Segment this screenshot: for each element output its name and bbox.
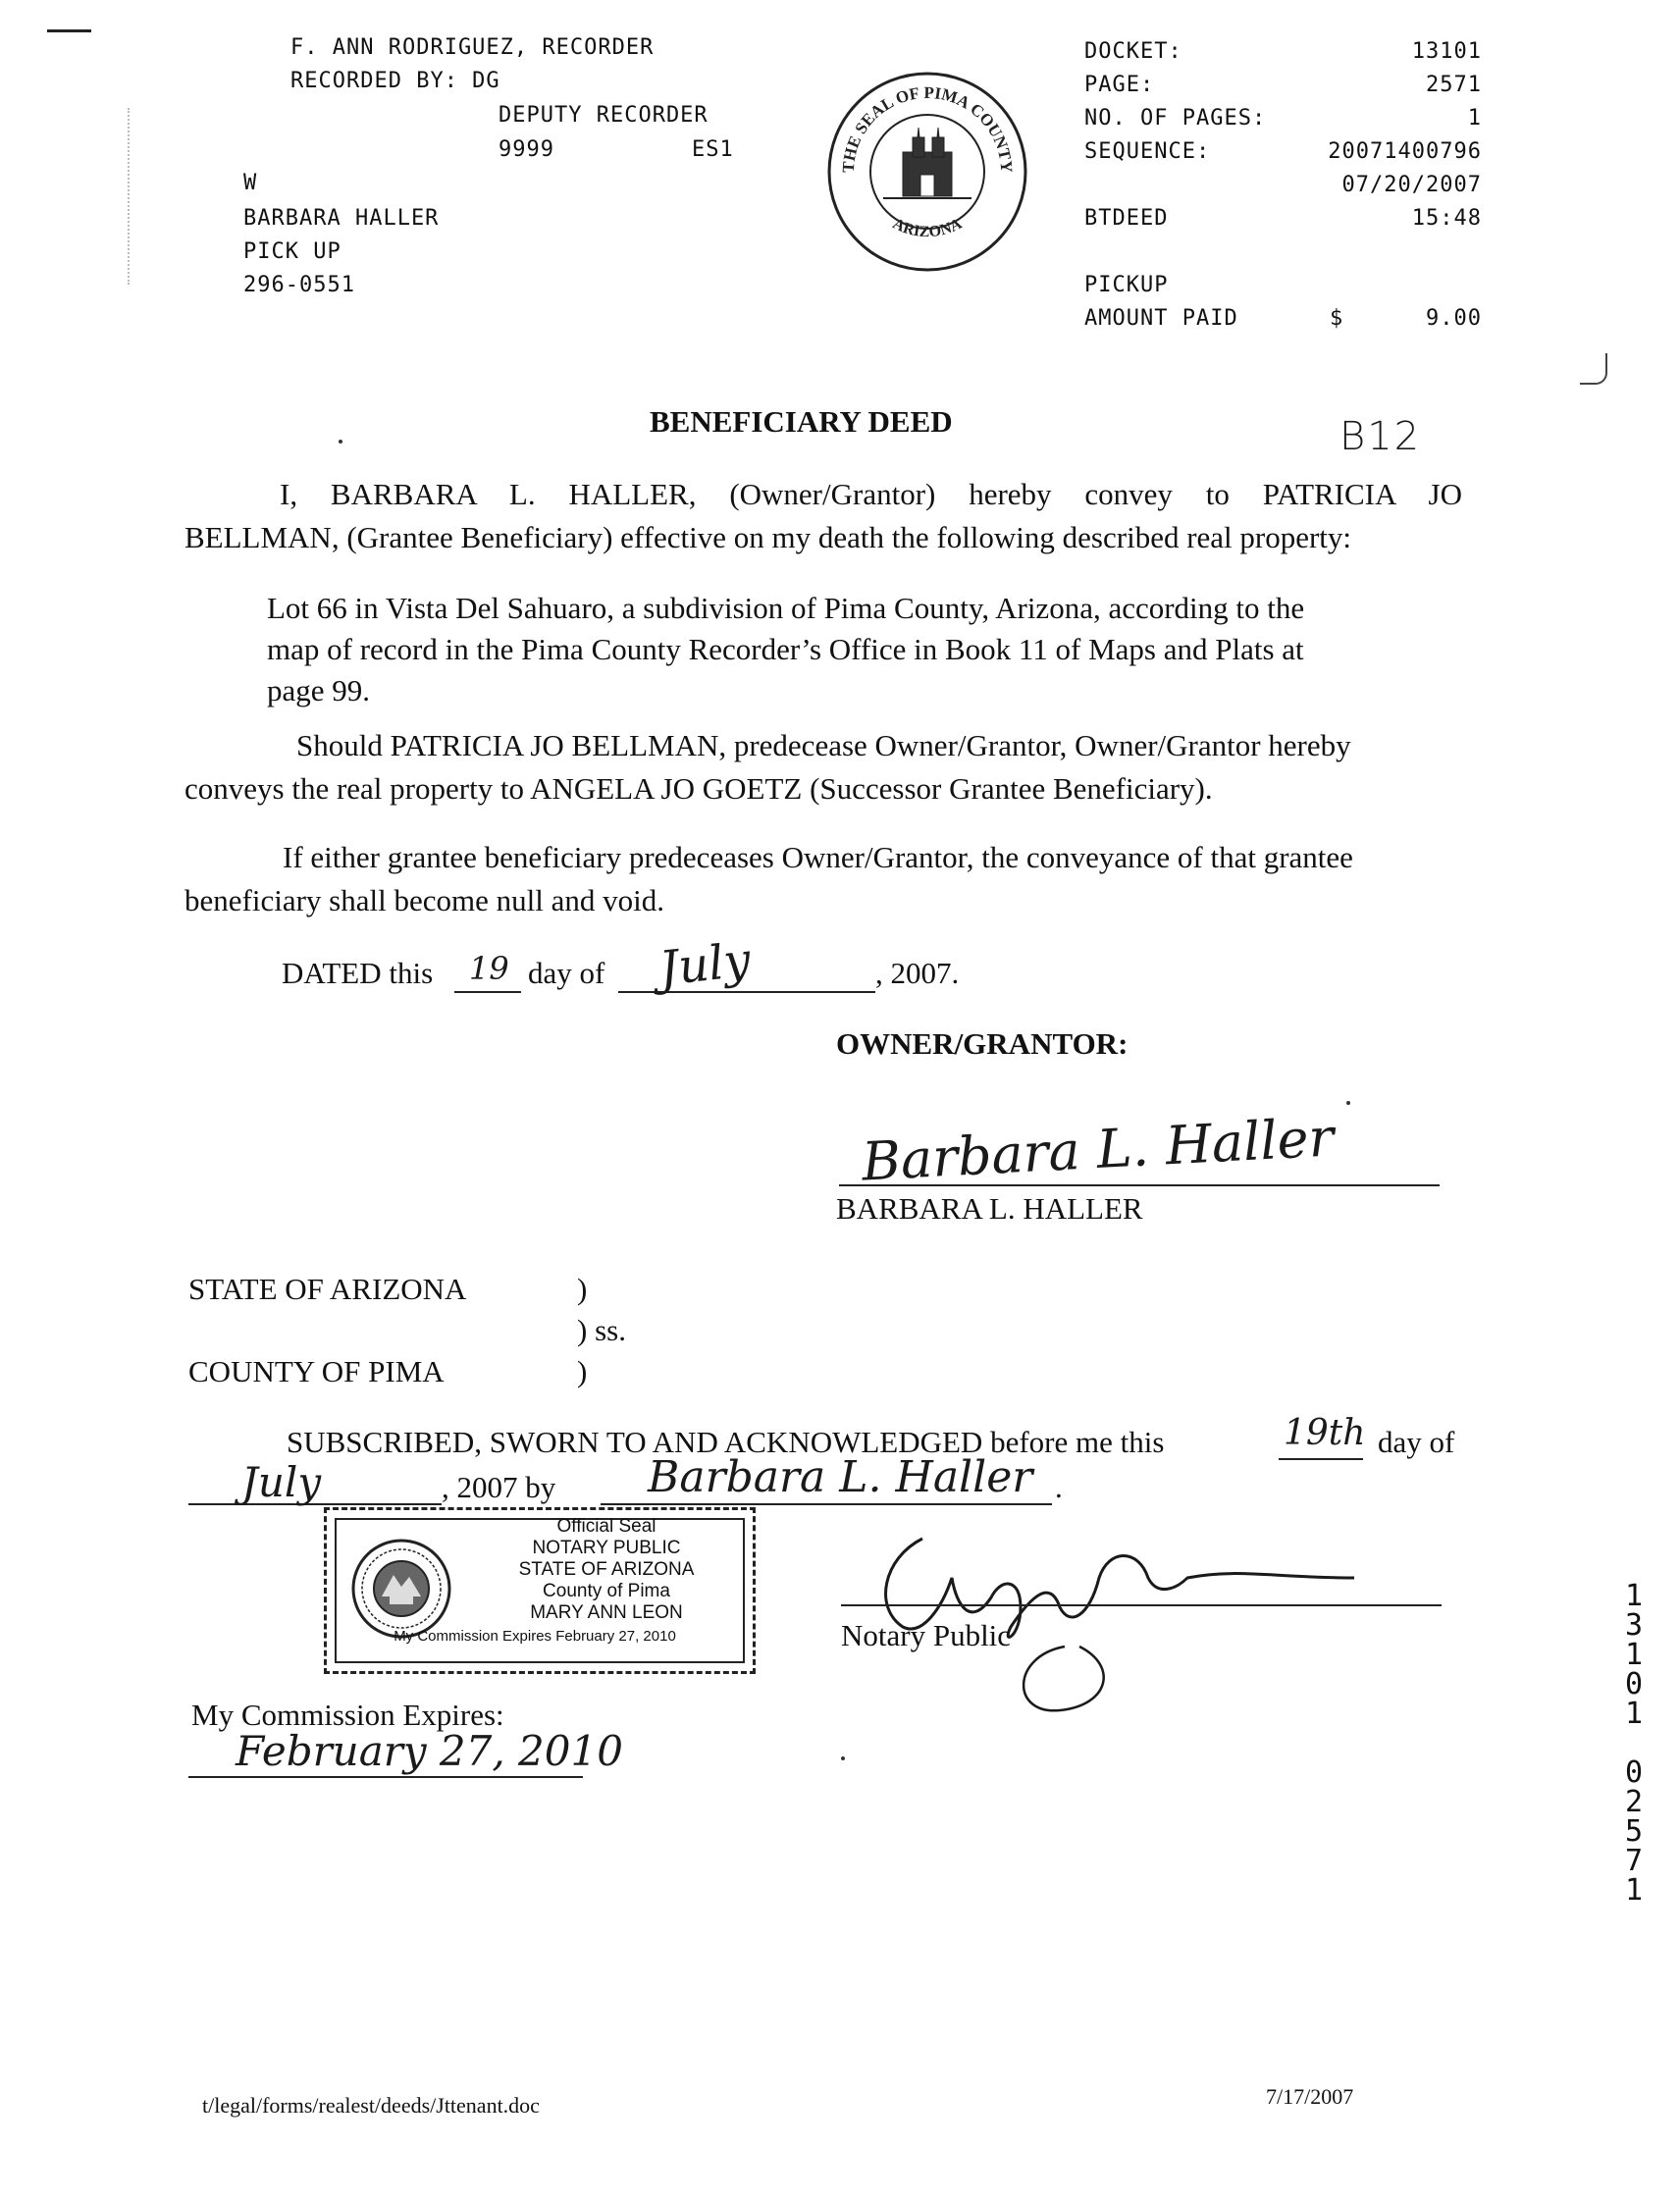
margin-specks [128,108,143,285]
stamp-county: County of Pima [543,1581,670,1601]
stamp-notary-name: MARY ANN LEON [530,1602,683,1623]
grantor-signature: Barbara L. Haller [860,1106,1336,1193]
title-dot [339,440,342,444]
lapse-line2: beneficiary shall become null and void. [184,883,664,917]
notary-stamp [324,1507,756,1674]
footer-path: t/legal/forms/realest/deeds/Jttenant.doc [202,2093,540,2118]
deputy-recorder: DEPUTY RECORDER [499,103,709,128]
stamp-notary-public: NOTARY PUBLIC [532,1538,681,1558]
amount-value: 9.00 [1426,306,1482,331]
margin-bracket [1580,353,1607,385]
grantor-heading: OWNER/GRANTOR: [836,1026,1129,1061]
lapse-line1: If either grantee beneficiary predeceases Owner/Grantor, the conveyance of that grantee [283,840,1353,874]
dated-day-of: day of [528,956,605,990]
recorded-by: RECORDED BY: DG [290,69,500,93]
successor-line1: Should PATRICIA JO BELLMAN, predecease Owner/Grantor, Owner/Grantor hereby [296,728,1351,762]
venue-county: COUNTY OF PIMA [188,1354,445,1388]
dated-month: July [656,932,754,997]
dated-prefix: DATED this [282,956,434,990]
venue-state: STATE OF ARIZONA [188,1272,467,1306]
digit: 0 [1624,1755,1644,1790]
conveyance-line2: BELLMAN, (Grantee Beneficiary) effective on my death the following described real property: [184,520,1352,554]
dated-month-line [618,991,875,993]
commission-label: My Commission Expires: [191,1698,504,1732]
w-mark: W [243,171,258,195]
pima-county-seal [824,69,1030,275]
arizona-state-seal-icon [350,1538,452,1640]
commission-date: February 27, 2010 [236,1727,623,1775]
pickup-note: PICK UP [243,239,341,264]
page-value: 2571 [1426,73,1482,97]
digit-gap [1614,1729,1654,1758]
footer-date: 7/17/2007 [1266,2084,1354,2109]
commission-dot [841,1756,845,1760]
digit: 1 [1624,1579,1644,1613]
digit: 0 [1624,1667,1644,1701]
commission-date-line [188,1776,583,1778]
venue-paren3: ) [577,1354,588,1388]
phone-number: 296-0551 [243,273,355,297]
digit: 1 [1624,1638,1644,1672]
currency-sign: $ [1330,306,1344,331]
digit: 5 [1624,1814,1644,1849]
digit: 1 [1624,1873,1644,1908]
conveyance-line1: I, BARBARA L. HALLER, (Owner/Grantor) hereby convey to PATRICIA JO [280,477,1462,511]
docket-value: 13101 [1411,39,1482,64]
ack-name-line [601,1503,1052,1505]
seal-bottom-text: ARIZONA [890,215,965,241]
ack-period: . [1055,1470,1063,1504]
stamp-official-seal: Official Seal [556,1516,656,1537]
digit: 7 [1624,1844,1644,1878]
amount-label: AMOUNT PAID [1084,306,1238,331]
ack-name: Barbara L. Haller [648,1452,1033,1502]
page-label: PAGE: [1084,73,1155,97]
recorder-code: 9999 [499,137,554,162]
corner-mark [47,29,91,32]
recorder-line: F. ANN RODRIGUEZ, RECORDER [290,35,655,60]
recorder-code2: ES1 [692,137,734,162]
ack-year-by: , 2007 by [442,1470,556,1504]
sequence-label: SEQUENCE: [1084,139,1211,164]
submitter-name: BARBARA HALLER [243,206,440,231]
digit: 2 [1624,1785,1644,1819]
sequence-value: 20071400796 [1328,139,1482,164]
legal-description-line3: page 99. [267,673,371,707]
ack-day-line [1279,1458,1363,1460]
document-title: BENEFICIARY DEED [650,404,953,439]
grantor-dot [1346,1101,1350,1105]
docket-label: DOCKET: [1084,39,1182,64]
ack-day-of: day of [1378,1425,1455,1459]
grantor-signature-line [839,1184,1440,1186]
stamp-state: STATE OF ARIZONA [518,1559,695,1580]
dated-day-line [454,991,521,993]
record-date: 07/20/2007 [1341,173,1482,197]
handwritten-note: B12 [1339,414,1422,459]
legal-description-line2: map of record in the Pima County Recorder’s Office in Book 11 of Maps and Plats at [267,632,1304,666]
venue-paren1: ) [577,1272,588,1306]
ack-day: 19th [1284,1413,1366,1453]
notary-label: Notary Public [841,1618,1012,1652]
digit: 3 [1624,1608,1644,1643]
doc-type: BTDEED [1084,206,1169,231]
vertical-recording-number [1614,1579,1654,1908]
venue-ss: ) ss. [577,1313,626,1347]
legal-description-line1: Lot 66 in Vista Del Sahuaro, a subdivision of Pima County, Arizona, according to the [267,591,1305,625]
stamp-commission: My Commission Expires February 27, 2010 [394,1628,676,1645]
notary-signature-line [841,1604,1442,1606]
num-pages-label: NO. OF PAGES: [1084,106,1267,131]
grantor-name: BARBARA L. HALLER [836,1191,1143,1226]
dated-day: 19 [469,950,509,987]
successor-line2: conveys the real property to ANGELA JO GOETZ (Successor Grantee Beneficiary). [184,771,1213,806]
record-time: 15:48 [1411,206,1482,231]
digit: 1 [1624,1697,1644,1731]
dated-year: , 2007. [875,956,960,990]
num-pages-value: 1 [1467,106,1482,131]
pickup-label: PICKUP [1084,273,1169,297]
acknowledgment-text: SUBSCRIBED, SWORN TO AND ACKNOWLEDGED before me this [287,1425,1165,1459]
seal-top-text: THE SEAL OF PIMA COUNTY [838,82,1017,174]
ack-month: July [241,1458,322,1506]
